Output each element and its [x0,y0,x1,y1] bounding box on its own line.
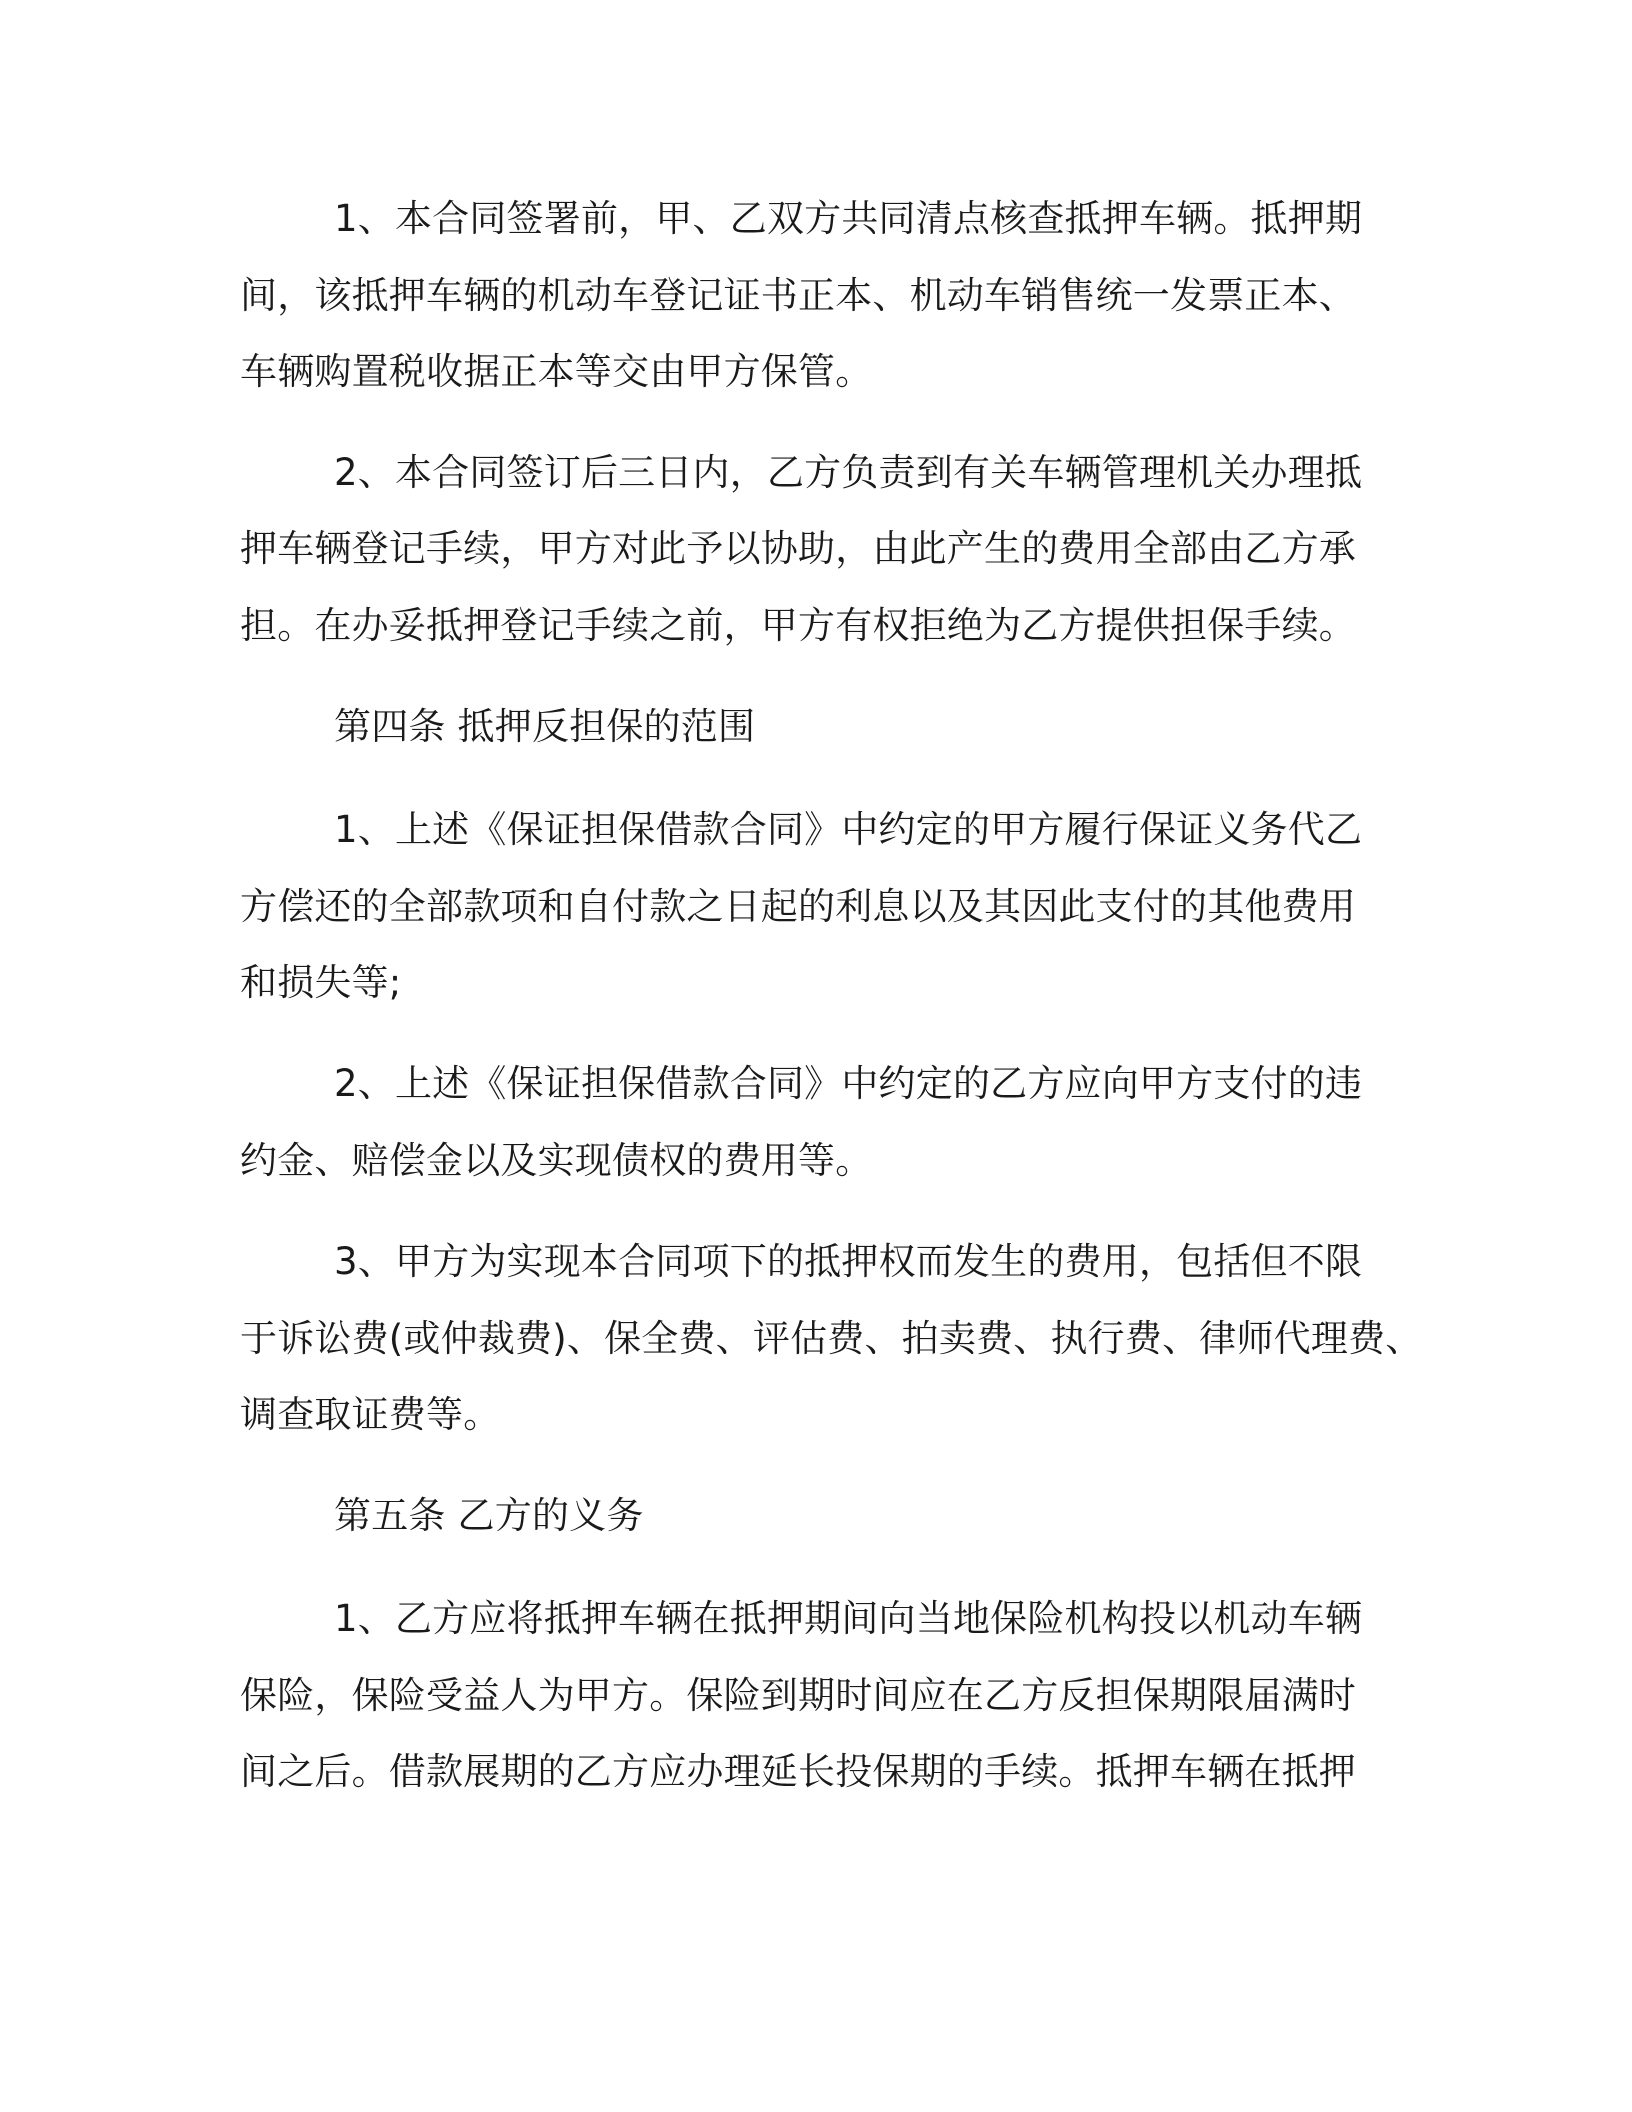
paragraph-4-line-2: 约金、赔偿金以及实现债权的费用等。 [240,1139,873,1182]
paragraph-6-line-3: 间之后。借款展期的乙方应办理延长投保期的手续。抵押车辆在抵押 [240,1750,1356,1793]
paragraph-2-line-1: 2、本合同签订后三日内，乙方负责到有关车辆管理机关办理抵 [334,451,1363,494]
paragraph-2-line-3: 担。在办妥抵押登记手续之前，甲方有权拒绝为乙方提供担保手续。 [240,604,1356,647]
paragraph-3-line-2: 方偿还的全部款项和自付款之日起的利息以及其因此支付的其他费用 [240,885,1356,928]
paragraph-1-line-3: 车辆购置税收据正本等交由甲方保管。 [240,350,873,393]
paragraph-5-line-1: 3、甲方为实现本合同项下的抵押权而发生的费用，包括但不限 [334,1240,1363,1283]
paragraph-2-line-2: 押车辆登记手续，甲方对此予以协助，由此产生的费用全部由乙方承 [240,527,1356,570]
paragraph-1-line-1: 1、本合同签署前，甲、乙双方共同清点核查抵押车辆。抵押期 [334,197,1363,240]
paragraph-1-line-2: 间，该抵押车辆的机动车登记证书正本、机动车销售统一发票正本、 [240,274,1356,317]
section-heading-article-4: 第四条 抵押反担保的范围 [334,705,756,748]
paragraph-6-line-2: 保险，保险受益人为甲方。保险到期时间应在乙方反担保期限届满时 [240,1674,1356,1717]
paragraph-5-line-2: 于诉讼费(或仲裁费)、保全费、评估费、拍卖费、执行费、律师代理费、 [240,1317,1423,1360]
paragraph-5-line-3: 调查取证费等。 [240,1393,501,1436]
paragraph-6-line-1: 1、乙方应将抵押车辆在抵押期间向当地保险机构投以机动车辆 [334,1597,1363,1640]
section-heading-article-5: 第五条 乙方的义务 [334,1494,644,1537]
paragraph-4-line-1: 2、上述《保证担保借款合同》中约定的乙方应向甲方支付的违 [334,1062,1363,1105]
paragraph-3-line-1: 1、上述《保证担保借款合同》中约定的甲方履行保证义务代乙 [334,808,1363,851]
paragraph-3-line-3: 和损失等; [240,961,402,1004]
